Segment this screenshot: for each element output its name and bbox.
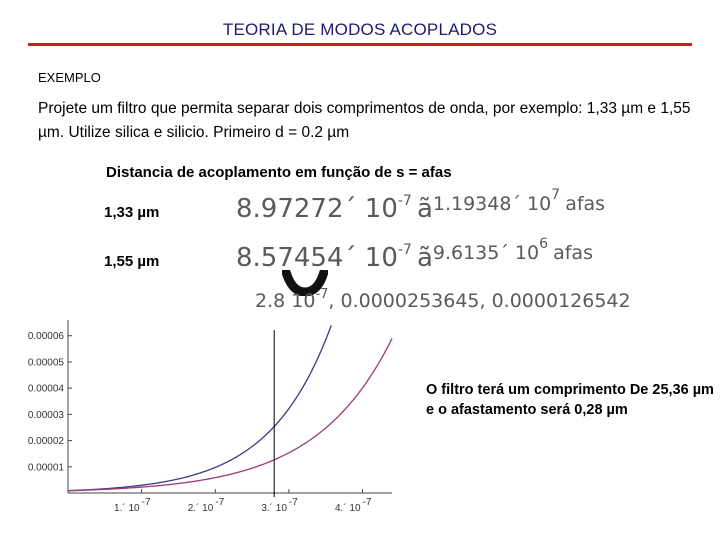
y-tick-label: 0.00001 [27,462,64,474]
x-tick-exponent: -7 [141,497,151,508]
result-first-exponent: -7 [315,287,329,302]
y-ticks [28,331,72,473]
coupling-length-chart [0,315,400,540]
expression-exp-variable: afas [565,193,606,215]
example-label: EXEMPLO [38,70,101,85]
expression-exp-coefficient: 1.19348´ 10 [432,193,552,215]
x-tick-exponent: -7 [215,497,225,508]
y-tick-label: 0.00004 [27,383,64,395]
section-heading: Distancia de acoplamento em função de s = afas [106,164,452,181]
expression-variable: ã [416,194,433,224]
result-first-value: 2.8 [255,290,286,312]
expression-2 [236,236,593,273]
expression-coefficient: 8.97272´ 10 [236,194,398,224]
expression-coefficient-exponent: -7 [397,193,412,209]
y-tick-label: 0.00003 [27,409,64,421]
page-title: TEORIA DE MODOS ACOPLADOS [222,20,498,39]
y-tick-label: 0.00002 [27,436,64,448]
expression-exp-coefficient: 9.6135´ 10 [432,242,540,264]
result-rest-values: , 0.0000253645, 0.0000126542 [328,290,631,312]
title-divider [28,43,692,46]
series-line-0 [68,325,331,490]
y-tick-label: 0.00005 [27,357,64,369]
conclusion-text: O filtro terá um comprimento De 25,36 µm e o afastamento será 0,28 µm [426,382,714,418]
x-tick-label: 4.´ 10 [334,503,361,514]
expression-variable: ã [416,243,433,273]
result-list [255,287,631,312]
expression-exp-variable: afas [553,242,593,264]
expression-exp-exponent: 7 [551,187,561,203]
expression-1 [236,187,606,224]
wavelength-label-2: 1,55 µm [104,253,160,270]
x-tick-exponent: -7 [362,497,372,508]
expression-coefficient: 8.57454´ 10 [236,243,398,273]
x-tick-exponent: -7 [288,497,298,508]
x-tick-label: 1.´ 10 [114,503,140,514]
x-tick-label: 2.´ 10 [187,503,214,514]
expression-coefficient-exponent: -7 [397,242,412,258]
result-first-exp-base: 10 [291,290,316,312]
wavelength-label-1: 1,33 µm [104,204,160,221]
series-line-1 [68,339,392,491]
x-tick-label: 3.´ 10 [261,503,287,514]
problem-statement: Projete um filtro que permita separar dois comprimentos de onda, por exemplo: 1,33 µm e 1,55 µm. Utilize silica e silicio. Primeiro d = 0.2 µm [38,100,691,141]
expression-exp-exponent: 6 [539,236,548,252]
series-group [68,325,392,490]
y-tick-label: 0.00006 [27,331,64,343]
